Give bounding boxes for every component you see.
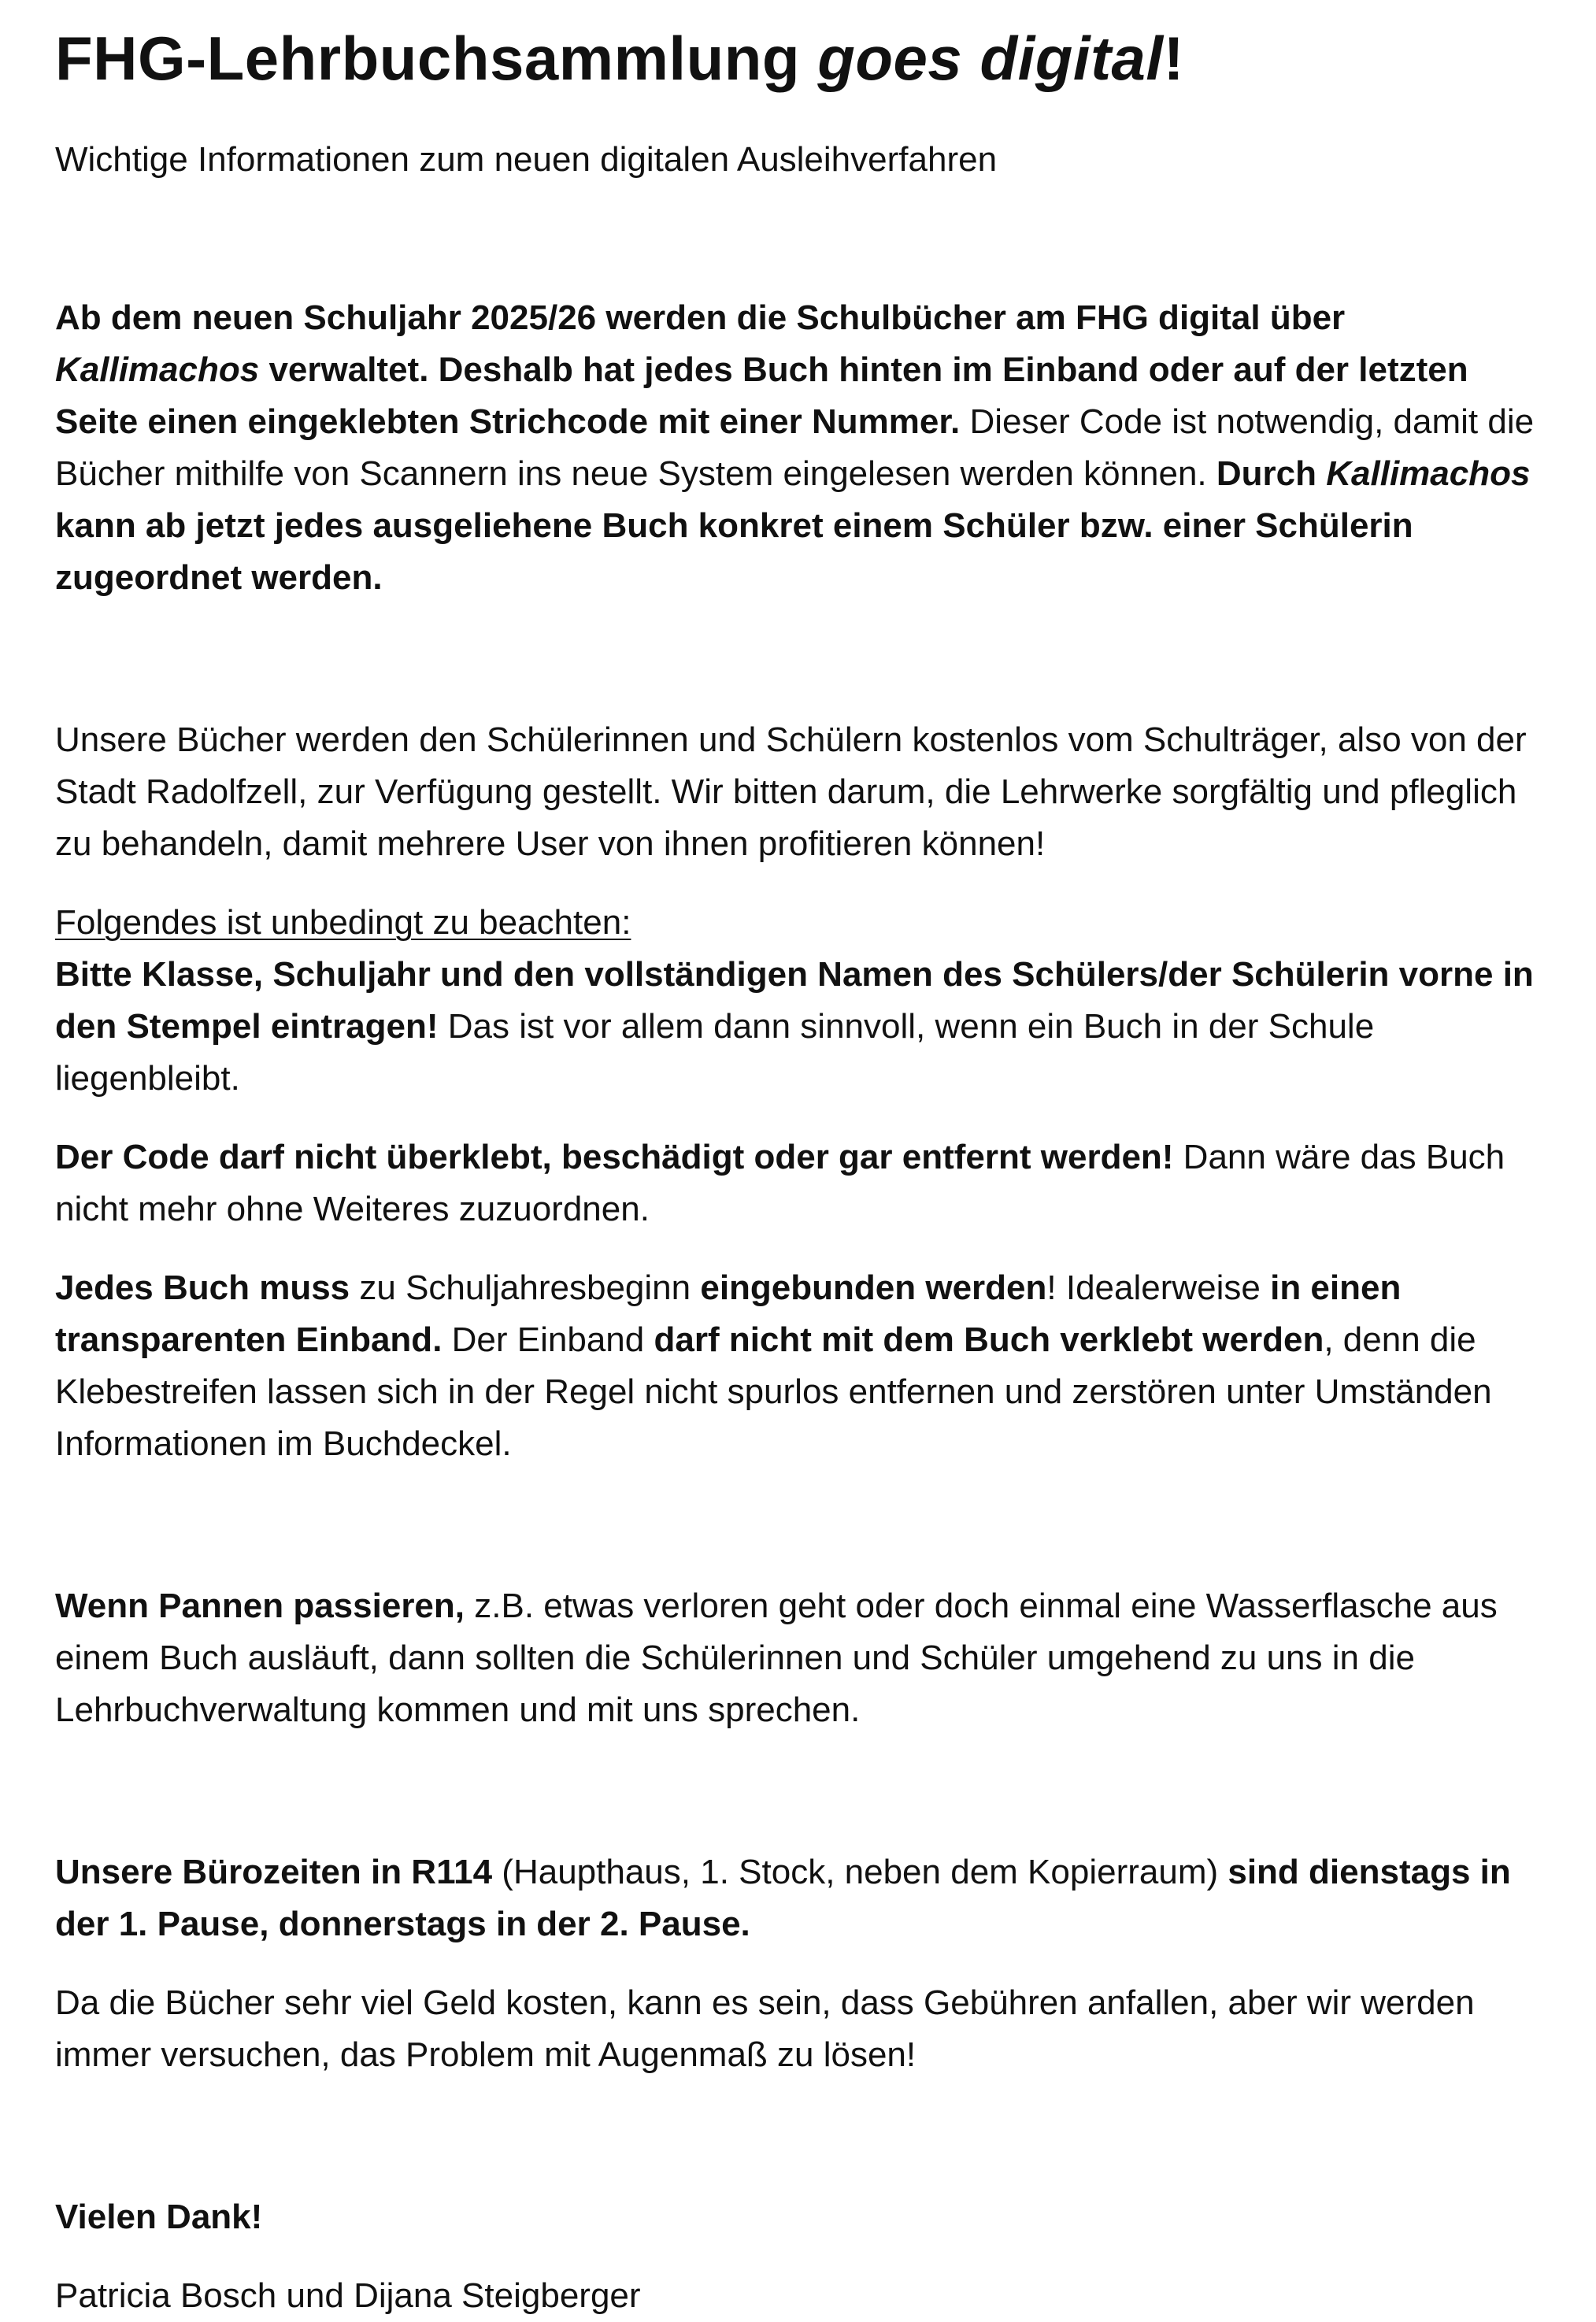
intro-bold-italic-2: Kallimachos	[1326, 454, 1531, 493]
fees-paragraph: Da die Bücher sehr viel Geld kosten, kann es sein, dass Gebühren anfallen, aber wir werden immer versuchen, das Problem mit Augenmaß zu lösen!	[55, 1983, 1475, 2074]
binding-normal-4: , denn die Klebestreifen lassen sich in der Regel nicht spurlos entfernen und zerstören unter Umständen Informationen im Buchdeckel.	[55, 1320, 1492, 1463]
office-normal-1: (Haupthaus, 1. Stock, neben dem Kopierraum)	[492, 1853, 1228, 1891]
code-normal: Dann wäre das Buch nicht mehr ohne Weiteres zuzuordnen.	[55, 1138, 1505, 1228]
thanks-bold: Vielen Dank!	[55, 2198, 263, 2236]
title-end: !	[1163, 24, 1185, 93]
office-bold-1: Unsere Bürozeiten in R114	[55, 1853, 493, 1891]
stamp-normal: Das ist vor allem dann sinnvoll, wenn ein Buch in der Schule liegenbleibt.	[55, 1007, 1375, 1098]
document-page	[55, 22, 1551, 2322]
office-hours-paragraph	[55, 1846, 1551, 1950]
binding-bold-3: in einen transparenten Einband.	[55, 1268, 1402, 1359]
subtitle: Wichtige Informationen zum neuen digitalen Ausleihverfahren	[55, 140, 998, 179]
page-title	[55, 22, 1551, 94]
intro-bold-2-end: kann ab jetzt jedes ausgeliehene Buch konkret einem Schüler bzw. einer Schülerin zugeordnet werden.	[55, 506, 1413, 597]
notice-heading: Folgendes ist unbedingt zu beachten:	[55, 903, 631, 942]
thanks-line	[55, 2191, 1551, 2243]
binding-bold-2: eingebunden werden	[700, 1268, 1047, 1307]
office-bold-2: sind dienstags in der 1. Pause, donnerstags in der 2. Pause.	[55, 1853, 1511, 1943]
binding-normal-3: Der Einband	[442, 1320, 654, 1359]
binding-paragraph	[55, 1262, 1551, 1470]
binding-bold-4: darf nicht mit dem Buch verklebt werden	[654, 1320, 1324, 1359]
intro-bold-1-end: verwaltet. Deshalb hat jedes Buch hinten im Einband oder auf der letzten Seite einen eingeklebten Strichcode mit einer Nummer.	[55, 350, 1468, 441]
code-paragraph	[55, 1131, 1551, 1235]
stamp-bold: Bitte Klasse, Schuljahr und den vollständigen Namen des Schülers/der Schülerin vorne in den Stempel eintragen!	[55, 955, 1534, 1046]
intro-normal-1: Dieser Code ist notwendig, damit die Bücher mithilfe von Scannern ins neue System eingelesen werden können.	[55, 402, 1535, 493]
intro-bold-1: Ab dem neuen Schuljahr 2025/26 werden die Schulbücher am FHG digital über	[55, 298, 1346, 337]
binding-normal-2: ! Idealerweise	[1046, 1268, 1271, 1307]
code-bold: Der Code darf nicht überklebt, beschädigt oder gar entfernt werden!	[55, 1138, 1174, 1176]
intro-bold-2: Durch	[1216, 454, 1327, 493]
mishaps-normal: z.B. etwas verloren geht oder doch einmal eine Wasserflasche aus einem Buch ausläuft, dann sollten die Schülerinnen und Schüler umgehend zu uns in die Lehrbuchverwaltung kommen und mit uns sprechen.	[55, 1587, 1498, 1729]
mishaps-bold: Wenn Pannen passieren,	[55, 1587, 465, 1625]
binding-normal-1: zu Schuljahresbeginn	[350, 1268, 701, 1307]
title-italic: goes digital	[817, 24, 1164, 93]
title-main: FHG-Lehrbuchsammlung	[55, 24, 818, 93]
mishaps-paragraph	[55, 1580, 1551, 1736]
signature-line: Patricia Bosch und Dijana Steigberger	[55, 2276, 641, 2315]
schooltraeger-paragraph: Unsere Bücher werden den Schülerinnen und Schülern kostenlos vom Schulträger, also von der Stadt Radolfzell, zur Verfügung gestellt. Wir bitten darum, die Lehrwerke sorgfältig und pfleglich zu behandeln, damit mehrere User von ihnen profitieren können!	[55, 720, 1527, 863]
intro-bold-italic-1: Kallimachos	[55, 350, 260, 389]
intro-paragraph	[55, 292, 1551, 604]
stamp-paragraph	[55, 949, 1551, 1105]
binding-bold-1: Jedes Buch muss	[55, 1268, 350, 1307]
